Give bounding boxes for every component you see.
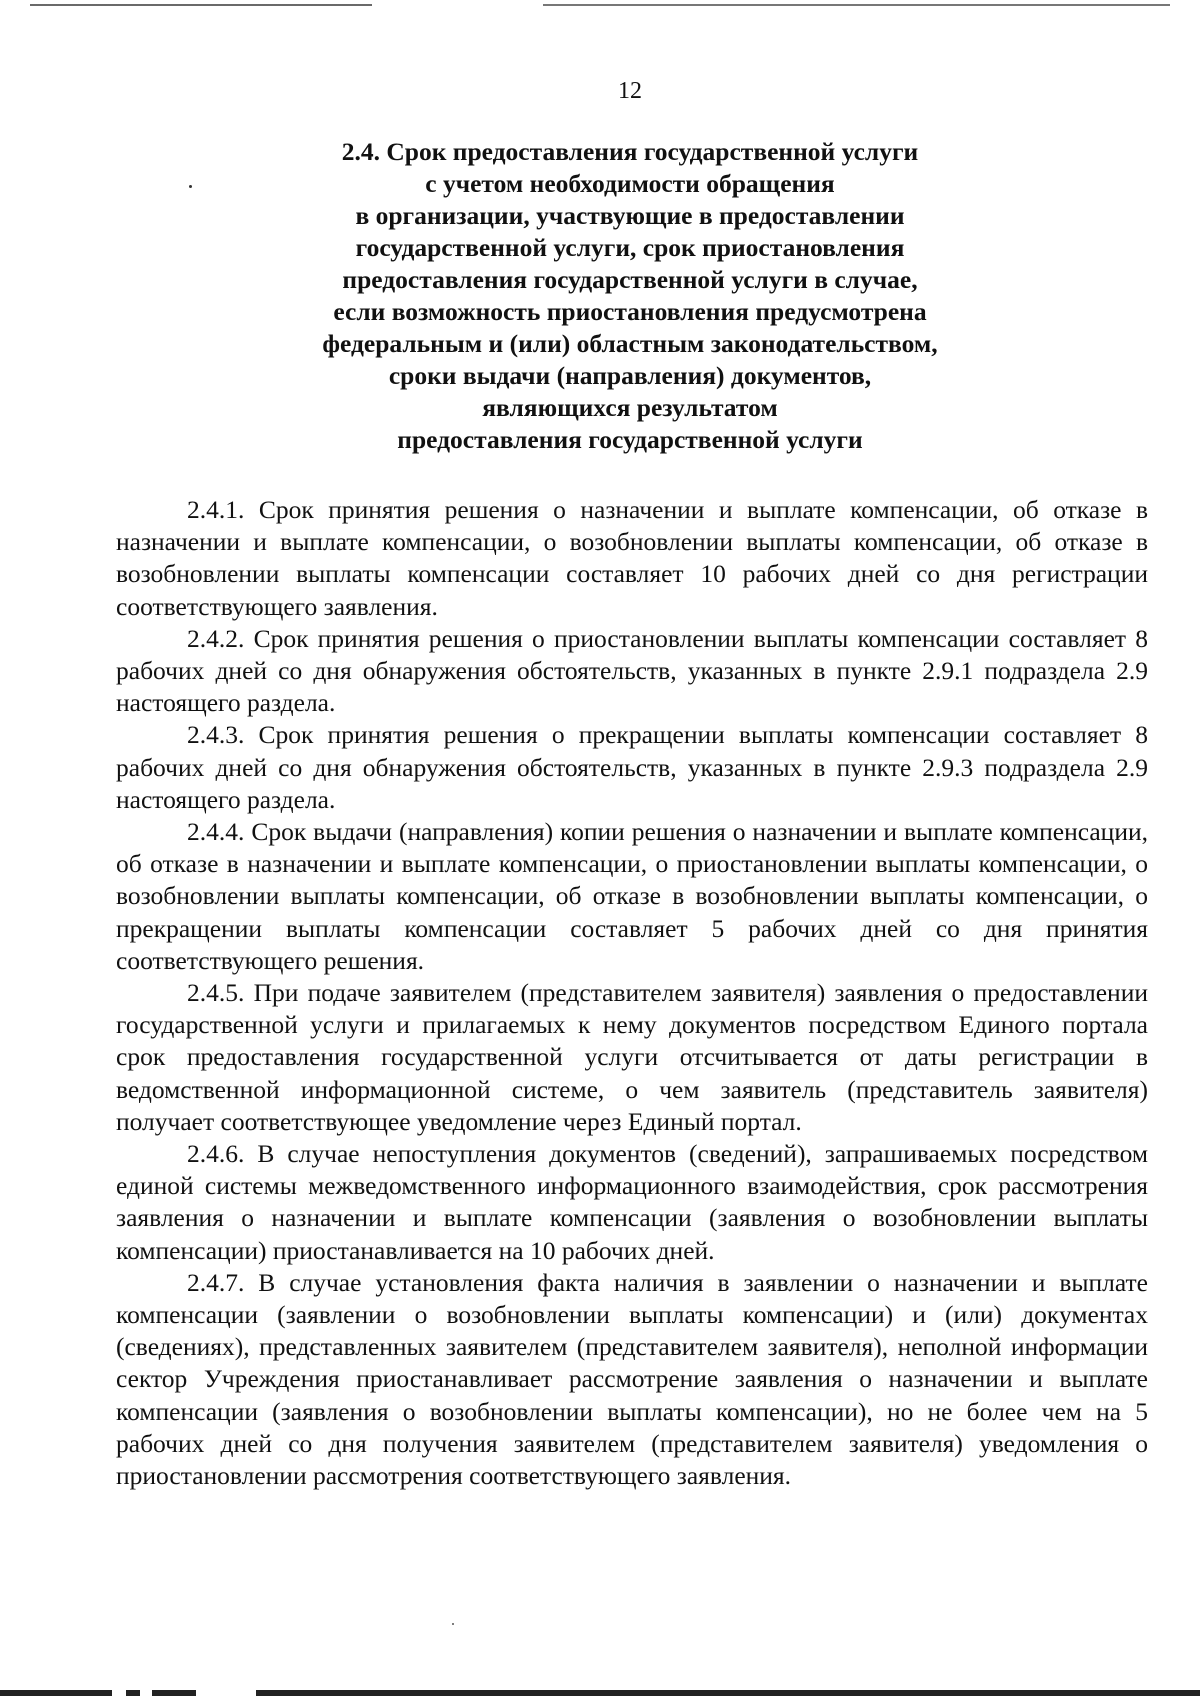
section-heading: [240, 136, 1020, 456]
page-number: 12: [618, 78, 642, 104]
scan-edge-gap: [140, 1688, 152, 1698]
scan-edge-gap: [112, 1688, 126, 1698]
paragraph-2-4-5: 2.4.5. При подаче заявителем (представителем заявителя) заявления о предоставлении государственной услуги и прилагаемых к нему документов посредством Единого портала срок предоставления государственной услуги отсчитывается от даты регистрации в ведомственной информационной системе, о чем заявитель (представитель заявителя) получает соответствующее уведомление через Единый портал.: [116, 978, 1148, 1136]
paragraph-2-4-2: 2.4.2. Срок принятия решения о приостановлении выплаты компенсации составляет 8 рабочих дней со дня обнаружения обстоятельств, указанных в пункте 2.9.1 подраздела 2.9 настоящего раздела.: [116, 623, 1148, 718]
scan-edge-bottom: [0, 1690, 1200, 1696]
heading-line: если возможность приостановления предусмотрена: [333, 297, 927, 326]
scan-edge-gap: [196, 1688, 256, 1698]
paragraph-2-4-4: 2.4.4. Срок выдачи (направления) копии решения о назначении и выплате компенсации, об отказе в назначении и выплате компенсации, о приостановлении выплаты компенсации, о возобновлении выплаты компенсации, об отказе в возобновлении выплаты компенсации, о прекращении выплаты компенсации составляет 5 рабочих дней со дня принятия соответствующего решения.: [116, 817, 1148, 975]
heading-line: государственной услуги, срок приостановления: [355, 233, 905, 262]
paragraph-2-4-3: 2.4.3. Срок принятия решения о прекращении выплаты компенсации составляет 8 рабочих дней со дня обнаружения обстоятельств, указанных в пункте 2.9.3 подраздела 2.9 настоящего раздела.: [116, 720, 1148, 814]
heading-line: сроки выдачи (направления) документов,: [388, 361, 872, 390]
scan-speck: [452, 1623, 454, 1625]
scan-edge-top: [30, 4, 1170, 6]
heading-line: 2.4. Срок предоставления государственной услуги: [341, 137, 919, 166]
heading-line: федеральным и (или) областным законодательством,: [322, 329, 938, 358]
document-body: [116, 494, 1148, 1492]
paragraph-2-4-1: 2.4.1. Срок принятия решения о назначении и выплате компенсации, об отказе в назначении и выплате компенсации, о возобновлении выплаты компенсации, об отказе в возобновлении выплаты компенсации составляет 10 рабочих дней со дня регистрации соответствующего заявления.: [116, 495, 1148, 621]
paragraph-2-4-6: 2.4.6. В случае непоступления документов (сведений), запрашиваемых посредством единой системы межведомственного информационного взаимодействия, срок рассмотрения заявления о назначении и выплате компенсации (заявления о возобновлении выплаты компенсации) приостанавливается на 10 рабочих дней.: [116, 1139, 1148, 1265]
heading-line: в организации, участвующие в предоставлении: [355, 201, 905, 230]
scan-speck: [189, 185, 192, 188]
paragraph-2-4-7: 2.4.7. В случае установления факта наличия в заявлении о назначении и выплате компенсации (заявлении о возобновлении выплаты компенсации) и (или) документах (сведениях), представленных заявителем (представителем заявителя), неполной информации сектор Учреждения приостанавливает рассмотрение заявления о назначении и выплате компенсации (заявления о возобновлении выплаты компенсации), но не более чем на 5 рабочих дней со дня получения заявителем (представителем заявителя) уведомления о приостановлении рассмотрения соответствующего заявления.: [116, 1267, 1148, 1491]
heading-line: предоставления государственной услуги в случае,: [342, 265, 918, 294]
heading-line: предоставления государственной услуги: [397, 425, 863, 454]
heading-line: с учетом необходимости обращения: [425, 169, 835, 198]
heading-line: являющихся результатом: [482, 393, 778, 422]
